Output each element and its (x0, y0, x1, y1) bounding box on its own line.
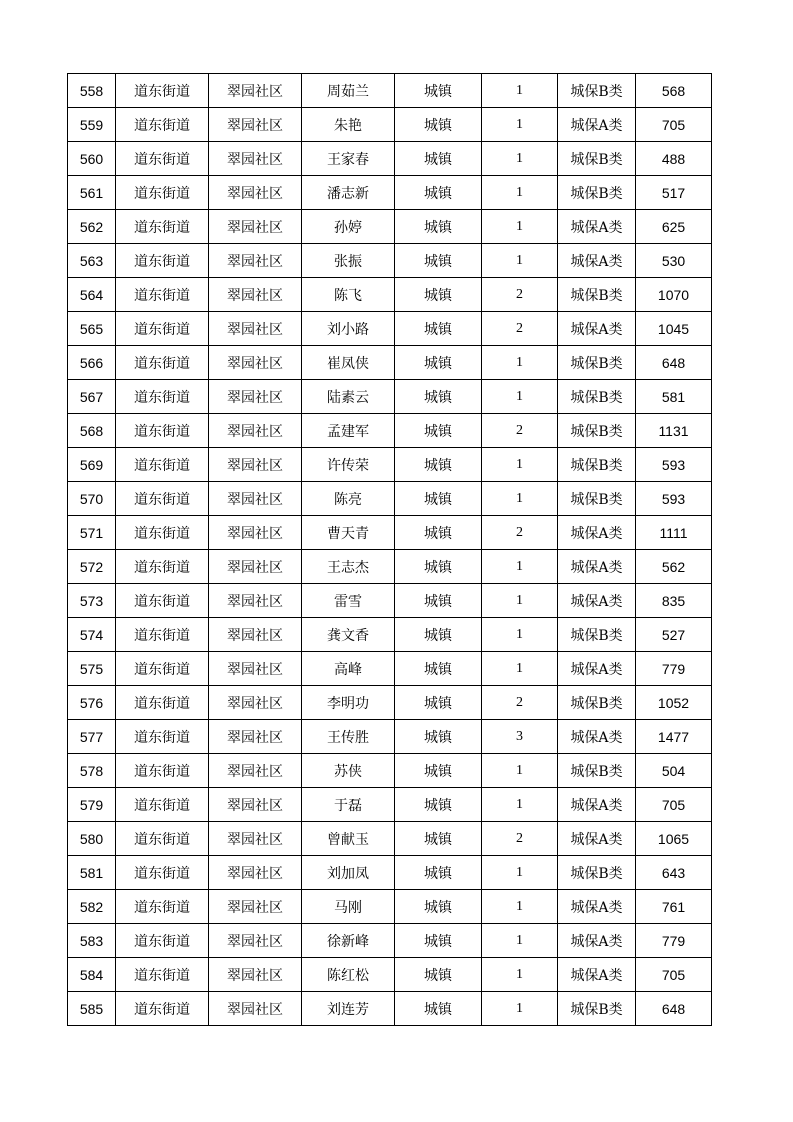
table-row (68, 346, 712, 380)
cell-amount: 517 (636, 176, 712, 210)
cell-category: 城保A类 (558, 652, 636, 686)
cell-no: 563 (68, 244, 116, 278)
cell-amount: 1111 (636, 516, 712, 550)
cell-street: 道东街道 (116, 278, 209, 312)
cell-category: 城保A类 (558, 788, 636, 822)
cell-count: 1 (482, 788, 558, 822)
cell-no: 578 (68, 754, 116, 788)
cell-amount: 593 (636, 448, 712, 482)
cell-category: 城保B类 (558, 856, 636, 890)
cell-type: 城镇 (395, 958, 482, 992)
cell-category: 城保B类 (558, 482, 636, 516)
cell-no: 558 (68, 74, 116, 108)
table-row (68, 312, 712, 346)
cell-no: 573 (68, 584, 116, 618)
cell-count: 1 (482, 482, 558, 516)
cell-name: 曾献玉 (302, 822, 395, 856)
cell-street: 道东街道 (116, 890, 209, 924)
cell-amount: 761 (636, 890, 712, 924)
table-row (68, 856, 712, 890)
table-row (68, 448, 712, 482)
cell-type: 城镇 (395, 584, 482, 618)
cell-street: 道东街道 (116, 856, 209, 890)
cell-no: 569 (68, 448, 116, 482)
cell-name: 孟建军 (302, 414, 395, 448)
cell-street: 道东街道 (116, 74, 209, 108)
cell-count: 2 (482, 278, 558, 312)
cell-community: 翠园社区 (209, 278, 302, 312)
cell-type: 城镇 (395, 992, 482, 1026)
cell-community: 翠园社区 (209, 380, 302, 414)
cell-no: 576 (68, 686, 116, 720)
cell-count: 1 (482, 924, 558, 958)
cell-street: 道东街道 (116, 720, 209, 754)
cell-community: 翠园社区 (209, 210, 302, 244)
cell-street: 道东街道 (116, 244, 209, 278)
cell-no: 577 (68, 720, 116, 754)
cell-category: 城保B类 (558, 754, 636, 788)
cell-street: 道东街道 (116, 992, 209, 1026)
cell-no: 568 (68, 414, 116, 448)
cell-street: 道东街道 (116, 788, 209, 822)
cell-no: 572 (68, 550, 116, 584)
cell-community: 翠园社区 (209, 720, 302, 754)
cell-type: 城镇 (395, 74, 482, 108)
cell-street: 道东街道 (116, 414, 209, 448)
cell-count: 1 (482, 890, 558, 924)
cell-name: 徐新峰 (302, 924, 395, 958)
table-row (68, 482, 712, 516)
cell-category: 城保A类 (558, 312, 636, 346)
table-row (68, 414, 712, 448)
table-row (68, 584, 712, 618)
table-row (68, 686, 712, 720)
cell-amount: 1052 (636, 686, 712, 720)
table-row (68, 176, 712, 210)
cell-community: 翠园社区 (209, 754, 302, 788)
cell-name: 刘加凤 (302, 856, 395, 890)
table-row (68, 822, 712, 856)
cell-name: 孙婷 (302, 210, 395, 244)
cell-name: 陈红松 (302, 958, 395, 992)
cell-amount: 1477 (636, 720, 712, 754)
cell-name: 王志杰 (302, 550, 395, 584)
cell-community: 翠园社区 (209, 686, 302, 720)
cell-street: 道东街道 (116, 210, 209, 244)
table-row (68, 74, 712, 108)
cell-type: 城镇 (395, 856, 482, 890)
cell-name: 雷雪 (302, 584, 395, 618)
cell-name: 陈飞 (302, 278, 395, 312)
cell-amount: 648 (636, 346, 712, 380)
cell-no: 560 (68, 142, 116, 176)
cell-no: 562 (68, 210, 116, 244)
cell-community: 翠园社区 (209, 890, 302, 924)
cell-name: 陆素云 (302, 380, 395, 414)
table-row (68, 652, 712, 686)
cell-no: 559 (68, 108, 116, 142)
cell-name: 周茹兰 (302, 74, 395, 108)
cell-count: 1 (482, 74, 558, 108)
cell-name: 潘志新 (302, 176, 395, 210)
cell-amount: 648 (636, 992, 712, 1026)
cell-category: 城保A类 (558, 720, 636, 754)
cell-amount: 779 (636, 924, 712, 958)
cell-category: 城保A类 (558, 958, 636, 992)
cell-type: 城镇 (395, 482, 482, 516)
cell-amount: 705 (636, 788, 712, 822)
cell-no: 574 (68, 618, 116, 652)
cell-amount: 705 (636, 958, 712, 992)
cell-category: 城保A类 (558, 890, 636, 924)
cell-street: 道东街道 (116, 142, 209, 176)
cell-category: 城保A类 (558, 924, 636, 958)
cell-count: 2 (482, 414, 558, 448)
cell-street: 道东街道 (116, 176, 209, 210)
cell-no: 571 (68, 516, 116, 550)
cell-community: 翠园社区 (209, 108, 302, 142)
cell-amount: 779 (636, 652, 712, 686)
cell-count: 1 (482, 754, 558, 788)
cell-type: 城镇 (395, 652, 482, 686)
cell-community: 翠园社区 (209, 74, 302, 108)
cell-no: 561 (68, 176, 116, 210)
cell-name: 李明功 (302, 686, 395, 720)
cell-community: 翠园社区 (209, 244, 302, 278)
cell-category: 城保A类 (558, 108, 636, 142)
cell-count: 1 (482, 856, 558, 890)
table-row (68, 278, 712, 312)
cell-category: 城保B类 (558, 686, 636, 720)
table-row (68, 890, 712, 924)
table-row (68, 720, 712, 754)
cell-community: 翠园社区 (209, 822, 302, 856)
cell-type: 城镇 (395, 210, 482, 244)
cell-street: 道东街道 (116, 618, 209, 652)
cell-no: 566 (68, 346, 116, 380)
cell-count: 1 (482, 176, 558, 210)
cell-amount: 562 (636, 550, 712, 584)
table-row (68, 754, 712, 788)
cell-community: 翠园社区 (209, 448, 302, 482)
table-row (68, 210, 712, 244)
cell-type: 城镇 (395, 448, 482, 482)
cell-type: 城镇 (395, 380, 482, 414)
cell-count: 2 (482, 686, 558, 720)
cell-count: 3 (482, 720, 558, 754)
cell-category: 城保B类 (558, 278, 636, 312)
cell-amount: 1131 (636, 414, 712, 448)
cell-amount: 835 (636, 584, 712, 618)
cell-name: 刘小路 (302, 312, 395, 346)
cell-community: 翠园社区 (209, 482, 302, 516)
cell-name: 于磊 (302, 788, 395, 822)
cell-count: 1 (482, 108, 558, 142)
cell-count: 2 (482, 822, 558, 856)
cell-amount: 568 (636, 74, 712, 108)
cell-amount: 488 (636, 142, 712, 176)
table-row (68, 380, 712, 414)
cell-count: 1 (482, 346, 558, 380)
cell-category: 城保B类 (558, 992, 636, 1026)
cell-amount: 593 (636, 482, 712, 516)
cell-category: 城保B类 (558, 380, 636, 414)
cell-street: 道东街道 (116, 958, 209, 992)
cell-no: 581 (68, 856, 116, 890)
cell-amount: 1045 (636, 312, 712, 346)
cell-count: 2 (482, 312, 558, 346)
cell-no: 583 (68, 924, 116, 958)
cell-street: 道东街道 (116, 686, 209, 720)
cell-category: 城保B类 (558, 448, 636, 482)
cell-type: 城镇 (395, 720, 482, 754)
cell-amount: 1065 (636, 822, 712, 856)
table-row (68, 516, 712, 550)
cell-no: 580 (68, 822, 116, 856)
cell-community: 翠园社区 (209, 652, 302, 686)
cell-street: 道东街道 (116, 346, 209, 380)
cell-street: 道东街道 (116, 108, 209, 142)
cell-street: 道东街道 (116, 822, 209, 856)
cell-amount: 1070 (636, 278, 712, 312)
cell-type: 城镇 (395, 278, 482, 312)
cell-name: 高峰 (302, 652, 395, 686)
table-row (68, 142, 712, 176)
cell-type: 城镇 (395, 890, 482, 924)
cell-count: 1 (482, 550, 558, 584)
cell-no: 567 (68, 380, 116, 414)
cell-amount: 643 (636, 856, 712, 890)
cell-count: 1 (482, 244, 558, 278)
cell-count: 2 (482, 516, 558, 550)
cell-category: 城保A类 (558, 822, 636, 856)
cell-community: 翠园社区 (209, 856, 302, 890)
cell-type: 城镇 (395, 686, 482, 720)
cell-name: 刘连芳 (302, 992, 395, 1026)
cell-street: 道东街道 (116, 652, 209, 686)
cell-type: 城镇 (395, 142, 482, 176)
cell-community: 翠园社区 (209, 584, 302, 618)
cell-count: 1 (482, 958, 558, 992)
cell-type: 城镇 (395, 924, 482, 958)
cell-count: 1 (482, 652, 558, 686)
cell-community: 翠园社区 (209, 414, 302, 448)
cell-street: 道东街道 (116, 924, 209, 958)
cell-no: 584 (68, 958, 116, 992)
cell-name: 王家春 (302, 142, 395, 176)
cell-count: 1 (482, 142, 558, 176)
cell-name: 曹天青 (302, 516, 395, 550)
cell-type: 城镇 (395, 346, 482, 380)
cell-category: 城保A类 (558, 244, 636, 278)
cell-community: 翠园社区 (209, 142, 302, 176)
cell-category: 城保A类 (558, 550, 636, 584)
cell-name: 朱艳 (302, 108, 395, 142)
cell-amount: 530 (636, 244, 712, 278)
cell-name: 崔凤侠 (302, 346, 395, 380)
cell-count: 1 (482, 584, 558, 618)
cell-amount: 581 (636, 380, 712, 414)
cell-type: 城镇 (395, 754, 482, 788)
cell-category: 城保B类 (558, 618, 636, 652)
table-row (68, 108, 712, 142)
cell-community: 翠园社区 (209, 176, 302, 210)
cell-type: 城镇 (395, 312, 482, 346)
cell-community: 翠园社区 (209, 618, 302, 652)
cell-no: 564 (68, 278, 116, 312)
cell-count: 1 (482, 380, 558, 414)
cell-type: 城镇 (395, 516, 482, 550)
cell-type: 城镇 (395, 550, 482, 584)
cell-type: 城镇 (395, 108, 482, 142)
cell-street: 道东街道 (116, 584, 209, 618)
cell-amount: 625 (636, 210, 712, 244)
cell-no: 565 (68, 312, 116, 346)
cell-amount: 527 (636, 618, 712, 652)
cell-type: 城镇 (395, 618, 482, 652)
cell-name: 陈亮 (302, 482, 395, 516)
cell-community: 翠园社区 (209, 958, 302, 992)
cell-community: 翠园社区 (209, 550, 302, 584)
cell-count: 1 (482, 448, 558, 482)
cell-category: 城保B类 (558, 142, 636, 176)
cell-street: 道东街道 (116, 516, 209, 550)
table-row (68, 550, 712, 584)
cell-name: 王传胜 (302, 720, 395, 754)
cell-count: 1 (482, 618, 558, 652)
cell-category: 城保A类 (558, 584, 636, 618)
cell-name: 苏侠 (302, 754, 395, 788)
cell-category: 城保B类 (558, 414, 636, 448)
cell-street: 道东街道 (116, 482, 209, 516)
cell-type: 城镇 (395, 788, 482, 822)
cell-community: 翠园社区 (209, 788, 302, 822)
cell-no: 579 (68, 788, 116, 822)
cell-no: 570 (68, 482, 116, 516)
table-row (68, 244, 712, 278)
cell-community: 翠园社区 (209, 346, 302, 380)
roster-body (68, 74, 712, 1026)
cell-community: 翠园社区 (209, 312, 302, 346)
cell-community: 翠园社区 (209, 516, 302, 550)
cell-category: 城保A类 (558, 516, 636, 550)
cell-no: 575 (68, 652, 116, 686)
cell-name: 马刚 (302, 890, 395, 924)
cell-street: 道东街道 (116, 550, 209, 584)
cell-community: 翠园社区 (209, 992, 302, 1026)
cell-amount: 504 (636, 754, 712, 788)
cell-community: 翠园社区 (209, 924, 302, 958)
cell-name: 龚文香 (302, 618, 395, 652)
cell-category: 城保B类 (558, 176, 636, 210)
cell-street: 道东街道 (116, 380, 209, 414)
cell-category: 城保A类 (558, 210, 636, 244)
table-row (68, 788, 712, 822)
cell-no: 585 (68, 992, 116, 1026)
cell-count: 1 (482, 992, 558, 1026)
cell-type: 城镇 (395, 414, 482, 448)
cell-category: 城保B类 (558, 346, 636, 380)
table-row (68, 992, 712, 1026)
cell-category: 城保B类 (558, 74, 636, 108)
cell-name: 许传荣 (302, 448, 395, 482)
cell-no: 582 (68, 890, 116, 924)
table-row (68, 924, 712, 958)
cell-type: 城镇 (395, 244, 482, 278)
cell-count: 1 (482, 210, 558, 244)
table-row (68, 958, 712, 992)
roster-table (67, 73, 712, 1026)
cell-type: 城镇 (395, 176, 482, 210)
cell-name: 张振 (302, 244, 395, 278)
cell-street: 道东街道 (116, 754, 209, 788)
cell-street: 道东街道 (116, 448, 209, 482)
document-page (67, 73, 711, 1026)
cell-amount: 705 (636, 108, 712, 142)
cell-type: 城镇 (395, 822, 482, 856)
cell-street: 道东街道 (116, 312, 209, 346)
table-row (68, 618, 712, 652)
